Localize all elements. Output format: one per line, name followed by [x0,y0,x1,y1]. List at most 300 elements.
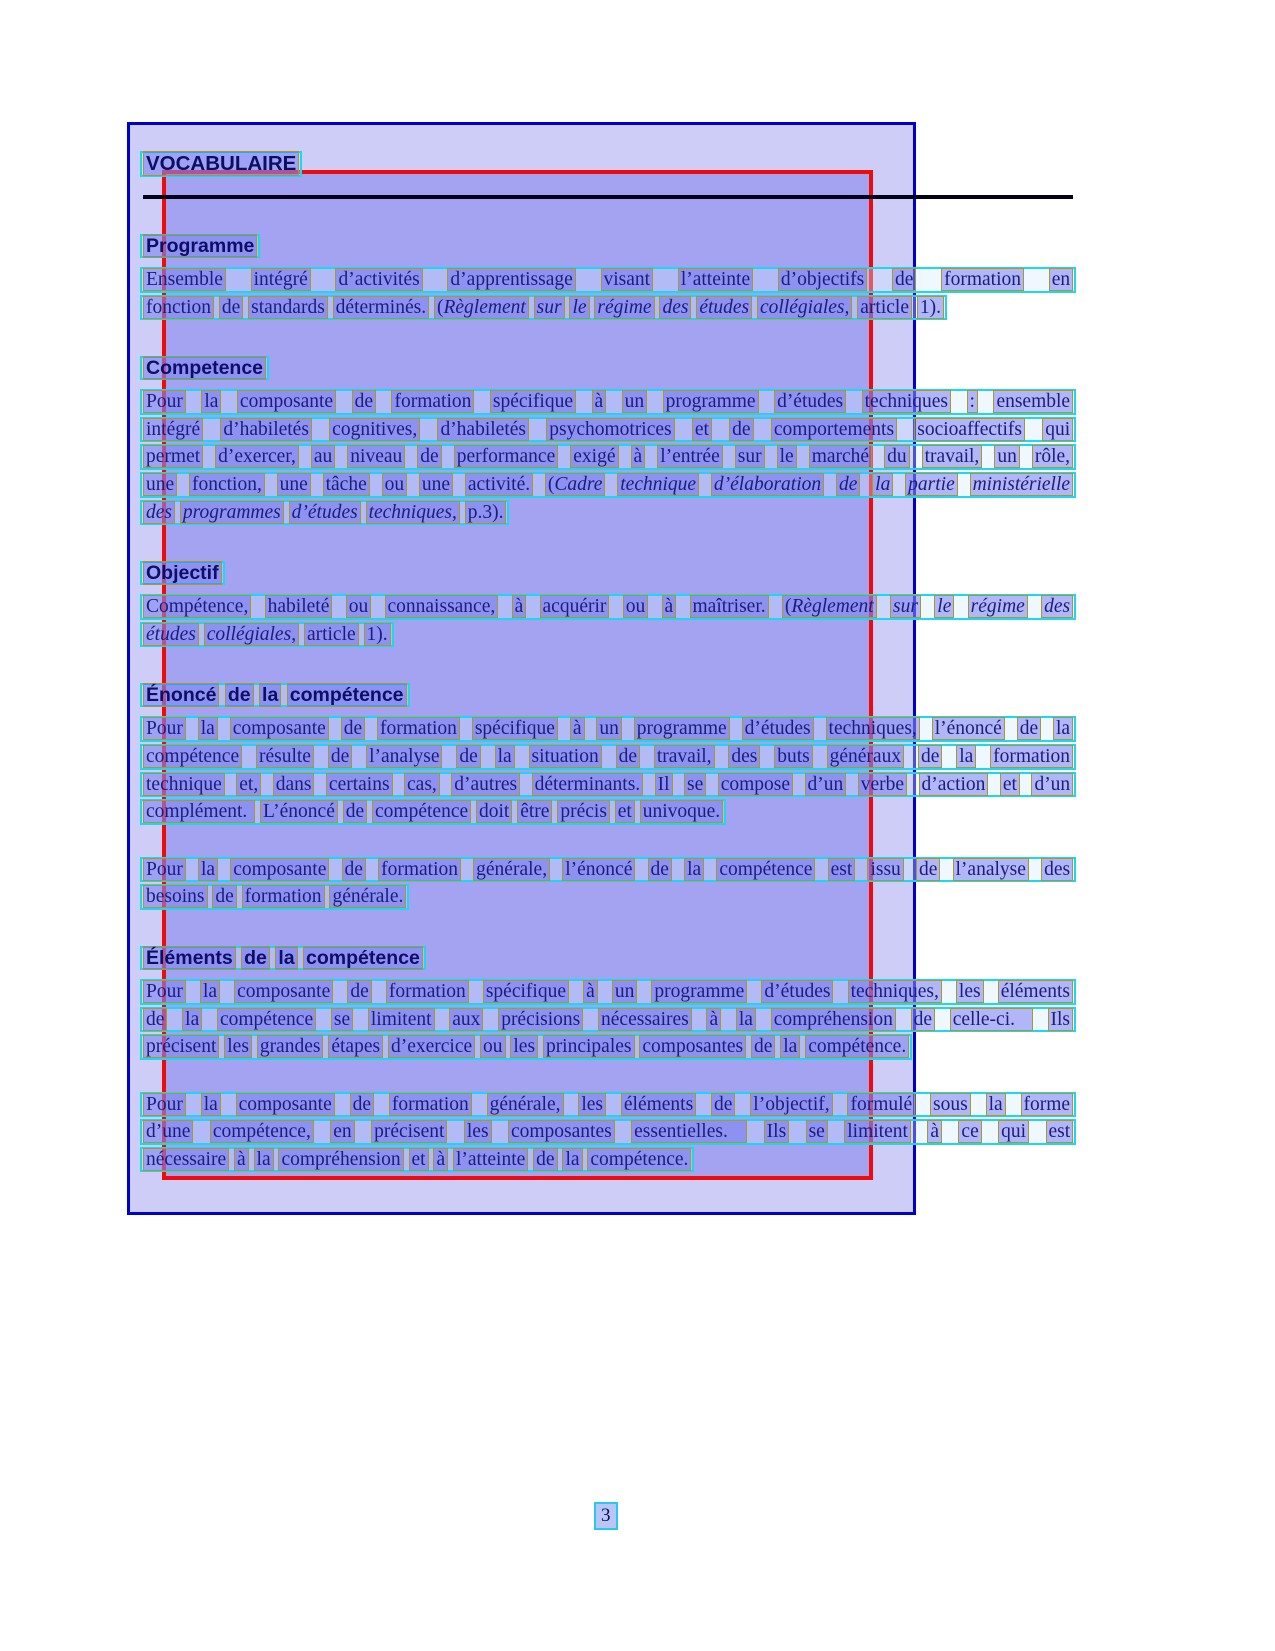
word-highlight: 1). [917,296,944,319]
document-section [143,233,1073,321]
word-highlight: de [916,858,940,881]
word-highlight: se [806,1120,828,1143]
text-line [143,416,1073,444]
word-highlight: et [615,800,635,823]
word-highlight: techniques, [826,717,920,740]
word-highlight: intégré [251,268,311,291]
word-highlight: composantes [508,1120,615,1143]
section-heading [143,945,423,971]
word-highlight: (Cadre [545,473,606,496]
word-highlight: de [456,745,480,768]
word-highlight: limitent [844,1120,911,1143]
text-line [143,715,1073,743]
paragraph [143,266,1073,321]
text-line [143,266,1073,294]
word-highlight: comportements [771,418,897,441]
title-underline-rule [143,195,1073,199]
word-highlight: tâche [323,473,370,496]
text-line [143,621,391,649]
text-line [143,771,1073,799]
word-highlight: l’énoncé [562,858,635,881]
word-highlight: compétence [287,683,407,707]
word-highlight: rôle, [1032,445,1073,468]
word-highlight: l’analyse [953,858,1029,881]
word-highlight: déterminés. [333,296,429,319]
section-heading [143,560,222,586]
text-line [143,1033,909,1061]
word-highlight: dans [273,773,315,796]
word-highlight: la [254,1148,274,1171]
word-highlight: déterminants. [532,773,644,796]
word-highlight: un [622,390,648,413]
word-highlight: de [241,946,270,970]
word-highlight: de [751,1035,775,1058]
text-line [143,471,1073,499]
word-highlight: Pour [143,980,186,1003]
word-highlight: régime [594,296,654,319]
text-line [143,1146,691,1174]
word-highlight: ensemble [993,390,1073,413]
word-highlight: formation [990,745,1073,768]
word-highlight: la [736,1008,756,1031]
word-highlight: l’énoncé [932,717,1005,740]
word-highlight: à [706,1008,721,1031]
word-highlight: spécifique [483,980,569,1003]
word-highlight: d’habiletés [437,418,529,441]
word-highlight: et [409,1148,429,1171]
word-highlight: issu [867,858,903,881]
word-highlight: celle-ci. [950,1008,1033,1031]
document-section [143,945,1073,1174]
word-highlight: formation [377,717,460,740]
word-highlight: techniques, [848,980,942,1003]
word-highlight: de [225,683,254,707]
word-highlight: des [1041,858,1073,881]
word-highlight: d’apprentissage [447,268,575,291]
word-highlight: verbe [858,773,907,796]
word-highlight: de [219,296,243,319]
text-line [143,499,506,527]
paragraph [143,593,1073,648]
word-highlight: à [234,1148,249,1171]
word-highlight: la [259,683,281,707]
word-highlight: précisent [371,1120,447,1143]
word-highlight: régime [968,595,1028,618]
word-highlight: complément. [143,800,255,823]
word-highlight: et, [236,773,261,796]
word-highlight: compétence [716,858,815,881]
word-highlight: composante [230,858,329,881]
word-highlight: techniques, [366,501,460,524]
word-highlight: les [510,1035,538,1058]
word-highlight: compréhension [771,1008,896,1031]
word-highlight: fonction [143,296,214,319]
word-highlight: composante [230,717,329,740]
text-line [143,294,944,322]
word-highlight: collégiales, [204,623,299,646]
word-highlight: d’études [774,390,846,413]
word-highlight: sur [534,296,565,319]
word-highlight: de [343,800,367,823]
word-highlight: Pour [143,717,186,740]
word-highlight: article [304,623,359,646]
word-highlight: Compétence, [143,595,251,618]
word-highlight: aux [449,1008,483,1031]
word-highlight: à [927,1120,942,1143]
word-highlight: de [212,885,236,908]
word-highlight: une [277,473,311,496]
word-highlight: connaissance, [385,595,499,618]
word-highlight: situation [529,745,602,768]
word-highlight: de [911,1008,935,1031]
word-highlight: technique [617,473,699,496]
page-title [143,150,299,178]
word-highlight: de [836,473,860,496]
section-heading [143,682,407,708]
word-highlight: à [631,445,646,468]
word-highlight: techniques [862,390,951,413]
word-highlight: l’analyse [366,745,442,768]
word-highlight: nécessaire [143,1148,229,1171]
word-highlight: p.3). [465,501,507,524]
paragraph [143,1091,1073,1174]
word-highlight: en [330,1120,354,1143]
word-highlight: formulé [847,1093,915,1116]
word-highlight: l’objectif, [750,1093,832,1116]
word-highlight: ministérielle [970,473,1073,496]
word-highlight: une [419,473,453,496]
word-highlight: Competence [143,356,266,380]
word-highlight: d’une [143,1120,193,1143]
paragraph [143,978,1073,1061]
word-highlight: le [777,445,797,468]
word-highlight: visant [601,268,654,291]
word-highlight: d’un [1031,773,1073,796]
word-highlight: la [275,946,297,970]
word-highlight: précisent [143,1035,219,1058]
word-highlight: des [1041,595,1073,618]
word-highlight: spécifique [490,390,576,413]
word-highlight: une [143,473,177,496]
text-line [143,1091,1073,1119]
word-highlight: de [352,390,376,413]
word-highlight: composante [234,980,333,1003]
word-highlight: se [331,1008,353,1031]
word-highlight: : [967,390,978,413]
word-highlight: la [182,1008,202,1031]
paragraph [143,856,1073,911]
word-highlight: Il [655,773,673,796]
word-highlight: la [684,858,704,881]
word-highlight: ou [382,473,408,496]
word-highlight: Objectif [143,561,222,585]
word-highlight: doit [476,800,512,823]
text-line [143,798,723,826]
word-highlight: univoque. [640,800,723,823]
word-highlight: compétence [217,1008,316,1031]
word-highlight: la [872,473,893,496]
paragraph [143,715,1073,825]
word-highlight: les [956,980,984,1003]
word-highlight: ou [346,595,372,618]
word-highlight: d’élaboration [711,473,824,496]
word-highlight: la [986,1093,1006,1116]
word-highlight: de [342,858,366,881]
word-highlight: études [143,623,199,646]
section-heading [143,233,257,259]
word-highlight: composantes [639,1035,746,1058]
word-highlight: spécifique [472,717,558,740]
word-highlight: précisions [498,1008,583,1031]
word-highlight: formation [389,1093,472,1116]
word-highlight: les [578,1093,606,1116]
word-highlight: composante [237,390,336,413]
word-highlight: fonction, [189,473,265,496]
word-highlight: d’objectifs [778,268,867,291]
word-highlight: l’atteinte [678,268,753,291]
word-highlight: de [729,418,753,441]
word-highlight: à [583,980,598,1003]
word-highlight: la [198,858,218,881]
word-highlight: sur [890,595,921,618]
word-highlight: et [1000,773,1020,796]
word-highlight: de [616,745,640,768]
word-highlight: essentielles. [631,1120,747,1143]
word-highlight: générale, [487,1093,564,1116]
word-highlight: compétence [303,946,423,970]
word-highlight: activité. [465,473,533,496]
word-highlight: se [684,773,706,796]
word-highlight: formation [386,980,469,1003]
word-highlight: marché [809,445,872,468]
word-highlight: à [570,717,585,740]
word-highlight: des [659,296,691,319]
word-highlight: le [934,595,954,618]
word-highlight: ou [623,595,649,618]
word-highlight: article [857,296,912,319]
document-section [143,355,1073,526]
text-line [143,978,1073,1006]
word-highlight: la [495,745,515,768]
word-highlight: des [143,501,175,524]
word-highlight: de [417,445,441,468]
word-highlight: est [1046,1120,1074,1143]
word-highlight: buts [774,745,813,768]
word-highlight: programme [663,390,759,413]
word-highlight: programmes [180,501,284,524]
word-highlight: des [728,745,760,768]
document-section [143,682,1073,911]
word-highlight: est [828,858,856,881]
word-highlight: cas, [404,773,440,796]
word-highlight: ou [480,1035,506,1058]
word-highlight: L’énoncé [260,800,338,823]
sections-container [143,233,1073,1173]
word-highlight: d’un [805,773,847,796]
word-highlight: ce [958,1120,981,1143]
word-highlight: intégré [143,418,203,441]
word-highlight: et [692,418,712,441]
word-highlight: compétence [372,800,471,823]
word-highlight: être [517,800,552,823]
word-highlight: Ils [1048,1008,1074,1031]
word-highlight: Pour [143,390,186,413]
word-highlight: un [994,445,1020,468]
word-highlight: un [612,980,638,1003]
word-highlight: de [711,1093,735,1116]
word-highlight: grandes [257,1035,324,1058]
word-highlight: d’exercice [388,1035,475,1058]
word-highlight: technique [143,773,225,796]
word-highlight: un [596,717,622,740]
word-highlight: d’activités [335,268,422,291]
word-highlight: de [533,1148,557,1171]
word-highlight: de [1017,717,1041,740]
word-highlight: sur [735,445,765,468]
word-highlight: Pour [143,858,186,881]
word-highlight: à [592,390,607,413]
text-line [143,1118,1073,1146]
word-highlight: Programme [143,234,257,258]
word-highlight: qui [998,1120,1029,1143]
text-line [143,856,1073,884]
word-highlight: au [311,445,335,468]
word-highlight: de [648,858,672,881]
word-highlight: VOCABULAIRE [143,151,299,176]
word-highlight: cognitives, [329,418,420,441]
word-highlight: le [569,296,589,319]
word-highlight: de [143,1008,167,1031]
word-highlight: (Règlement [782,595,877,618]
word-highlight: de [918,745,942,768]
word-highlight: la [562,1148,582,1171]
word-highlight: la [201,1093,221,1116]
word-highlight: Ensemble [143,268,226,291]
word-highlight: résulte [256,745,314,768]
word-highlight: standards [248,296,328,319]
word-highlight: études [696,296,752,319]
word-highlight: à [662,595,677,618]
word-highlight: Énoncé [143,683,219,707]
word-highlight: la [198,717,218,740]
word-highlight: d’autres [451,773,520,796]
word-highlight: de [350,1093,374,1116]
word-highlight: compétence [143,745,242,768]
text-line [143,593,1073,621]
word-highlight: principales [543,1035,635,1058]
word-highlight: Pour [143,1093,186,1116]
word-highlight: psychomotrices [546,418,674,441]
word-highlight: composante [236,1093,335,1116]
word-highlight: limitent [368,1008,435,1031]
word-highlight: travail, [654,745,715,768]
word-highlight: performance [454,445,559,468]
word-highlight: de [347,980,371,1003]
word-highlight: exigé [570,445,618,468]
word-highlight: Éléments [143,946,236,970]
word-highlight: formation [941,268,1024,291]
word-highlight: à [512,595,527,618]
text-line [143,443,1073,471]
word-highlight: la [780,1035,800,1058]
paragraph [143,388,1073,526]
word-highlight: de [892,268,916,291]
word-highlight: besoins [143,885,208,908]
word-highlight: nécessaires [598,1008,692,1031]
page-number: 3 [594,1502,618,1530]
word-highlight: générale. [329,885,406,908]
word-highlight: compétence, [210,1120,314,1143]
word-highlight: partie [905,473,958,496]
word-highlight: d’action [919,773,989,796]
word-highlight: formation [242,885,325,908]
word-highlight: les [224,1035,252,1058]
text-line [143,388,1073,416]
word-highlight: maîtriser. [690,595,769,618]
word-highlight: la [200,980,220,1003]
word-highlight: compréhension [278,1148,403,1171]
word-highlight: programme [651,980,747,1003]
word-highlight: l’atteinte [453,1148,528,1171]
text-line [143,1006,1073,1034]
word-highlight: de [328,745,352,768]
word-highlight: la [956,745,976,768]
word-highlight: d’études [761,980,833,1003]
word-highlight: (Règlement [434,296,529,319]
word-highlight: précis [557,800,610,823]
word-highlight: éléments [998,980,1073,1003]
word-highlight: niveau [347,445,405,468]
word-highlight: Ils [764,1120,790,1143]
word-highlight: certains [326,773,393,796]
word-highlight: collégiales, [757,296,852,319]
word-highlight: formation [378,858,461,881]
word-highlight: à [433,1148,448,1171]
word-highlight: d’exercer, [215,445,299,468]
text-line [143,883,406,911]
word-highlight: compétence. [805,1035,909,1058]
word-highlight: générale, [473,858,550,881]
word-highlight: compose [718,773,793,796]
word-highlight: 1). [364,623,391,646]
word-highlight: l’entrée [657,445,723,468]
word-highlight: programme [634,717,730,740]
word-highlight: de [341,717,365,740]
word-highlight: en [1049,268,1073,291]
word-highlight: travail, [922,445,983,468]
document-content [143,150,1073,1173]
word-highlight: sous [930,1093,971,1116]
word-highlight: étapes [328,1035,383,1058]
word-highlight: socioaffectifs [914,418,1025,441]
word-highlight: forme [1021,1093,1074,1116]
word-highlight: d’études [289,501,361,524]
word-highlight: du [884,445,910,468]
word-highlight: formation [391,390,474,413]
document-section [143,560,1073,648]
word-highlight: habileté [265,595,333,618]
word-highlight: compétence. [587,1148,691,1171]
word-highlight: la [1053,717,1073,740]
word-highlight: d’études [742,717,814,740]
word-highlight: acquérir [540,595,610,618]
word-highlight: qui [1042,418,1073,441]
word-highlight: éléments [621,1093,696,1116]
word-highlight: permet [143,445,203,468]
word-highlight: d’habiletés [220,418,312,441]
word-highlight: généraux [827,745,904,768]
text-line [143,743,1073,771]
